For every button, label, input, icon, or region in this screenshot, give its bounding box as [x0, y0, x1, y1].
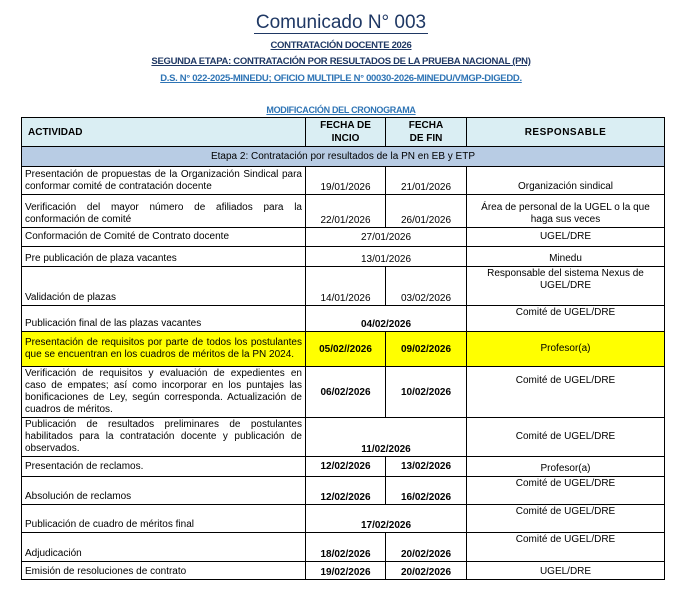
end-date-cell: 20/02/2026: [386, 533, 467, 562]
column-header-fecha-fin: FECHA DE FIN: [386, 118, 467, 147]
start-date-cell: 06/02/2026: [306, 367, 386, 418]
table-header-row: [22, 118, 665, 147]
responsible-cell: Comité de UGEL/DRE: [467, 533, 665, 562]
date-cell: 17/02/2026: [306, 505, 467, 533]
activity-cell: Pre publicación de plaza vacantes: [22, 247, 306, 267]
start-date-cell: 12/02/2026: [306, 457, 386, 477]
activity-cell: Presentación de reclamos.: [22, 457, 306, 477]
column-header-actividad: ACTIVIDAD: [22, 118, 306, 147]
responsible-cell: Organización sindical: [467, 167, 665, 195]
end-date-cell: 03/02/2026: [386, 267, 467, 306]
activity-cell: Presentación de propuestas de la Organización Sindical para conformar comité de contratación docente: [22, 167, 306, 195]
activity-cell: Absolución de reclamos: [22, 477, 306, 505]
table-row: [22, 477, 665, 505]
activity-cell: Publicación de cuadro de méritos final: [22, 505, 306, 533]
table-row: [22, 267, 665, 306]
responsible-cell: Profesor(a): [467, 457, 665, 477]
date-cell: 11/02/2026: [306, 418, 467, 457]
responsible-cell: Área de personal de la UGEL o la que haga sus veces: [467, 195, 665, 228]
start-date-cell: 19/02/2026: [306, 562, 386, 580]
subtitle-contratacion: CONTRATACIÓN DOCENTE 2026: [270, 40, 412, 51]
table-row: [22, 457, 665, 477]
column-header-responsable: RESPONSABLE: [467, 118, 665, 147]
document-title: Comunicado N° 003: [255, 12, 427, 33]
responsible-cell: UGEL/DRE: [467, 562, 665, 580]
responsible-cell: Comité de UGEL/DRE: [467, 418, 665, 457]
responsible-cell: Comité de UGEL/DRE: [467, 477, 665, 505]
table-row-highlighted: [22, 332, 665, 367]
subtitle-segunda-etapa: SEGUNDA ETAPA: CONTRATACIÓN POR RESULTADOS DE LA PRUEBA NACIONAL (PN): [151, 56, 531, 67]
table-row: [22, 562, 665, 580]
section-title: MODIFICACIÓN DEL CRONOGRAMA: [266, 105, 416, 115]
table-row: [22, 418, 665, 457]
date-cell: 27/01/2026: [306, 228, 467, 247]
activity-cell: Publicación de resultados preliminares de postulantes habilitados para la contratación docente y publicación de observados.: [22, 418, 306, 457]
table-row: [22, 247, 665, 267]
table-row: [22, 228, 665, 247]
responsible-cell: Profesor(a): [467, 332, 665, 367]
activity-cell: Verificación del mayor número de afiliados para la conformación de comité: [22, 195, 306, 228]
responsible-cell: Minedu: [467, 247, 665, 267]
start-date-cell: 05/02//2026: [306, 332, 386, 367]
end-date-cell: 10/02/2026: [386, 367, 467, 418]
table-row: [22, 195, 665, 228]
activity-cell: Validación de plazas: [22, 267, 306, 306]
date-cell: 04/02/2026: [306, 306, 467, 332]
start-date-cell: 19/01/2026: [306, 167, 386, 195]
end-date-cell: 09/02/2026: [386, 332, 467, 367]
start-date-cell: 18/02/2026: [306, 533, 386, 562]
activity-cell: Publicación final de las plazas vacantes: [22, 306, 306, 332]
activity-cell: Emisión de resoluciones de contrato: [22, 562, 306, 580]
end-date-cell: 26/01/2026: [386, 195, 467, 228]
responsible-cell: UGEL/DRE: [467, 228, 665, 247]
end-date-cell: 20/02/2026: [386, 562, 467, 580]
column-header-fecha-inicio: FECHA DE INCIO: [306, 118, 386, 147]
end-date-cell: 21/01/2026: [386, 167, 467, 195]
responsible-cell: Comité de UGEL/DRE: [467, 367, 665, 418]
end-date-cell: 16/02/2026: [386, 477, 467, 505]
table-row: [22, 306, 665, 332]
table-row: [22, 505, 665, 533]
activity-cell: Presentación de requisitos por parte de todos los postulantes que se encuentran en los cuadros de méritos de la PN 2024.: [22, 332, 306, 367]
start-date-cell: 22/01/2026: [306, 195, 386, 228]
stage-label: Etapa 2: Contratación por resultados de la PN en EB y ETP: [22, 147, 665, 167]
activity-cell: Conformación de Comité de Contrato docente: [22, 228, 306, 247]
table-row: [22, 367, 665, 418]
activity-cell: Adjudicación: [22, 533, 306, 562]
responsible-cell: Responsable del sistema Nexus de UGEL/DRE: [467, 267, 665, 306]
stage-row: [22, 147, 665, 167]
responsible-cell: Comité de UGEL/DRE: [467, 306, 665, 332]
subtitle-legal-reference: D.S. N° 022-2025-MINEDU; OFICIO MULTIPLE N° 00030-2026-MINEDU/VMGP-DIGEDD.: [160, 73, 522, 84]
end-date-cell: 13/02/2026: [386, 457, 467, 477]
schedule-table: [21, 117, 665, 580]
table-row: [22, 533, 665, 562]
start-date-cell: 12/02/2026: [306, 477, 386, 505]
responsible-cell: Comité de UGEL/DRE: [467, 505, 665, 533]
start-date-cell: 14/01/2026: [306, 267, 386, 306]
activity-cell: Verificación de requisitos y evaluación de expedientes en caso de empates; así como incorporar en los puntajes las bonificaciones de Ley, según corresponda. Actualización de cuadros de méritos.: [22, 367, 306, 418]
table-row: [22, 167, 665, 195]
date-cell: 13/01/2026: [306, 247, 467, 267]
